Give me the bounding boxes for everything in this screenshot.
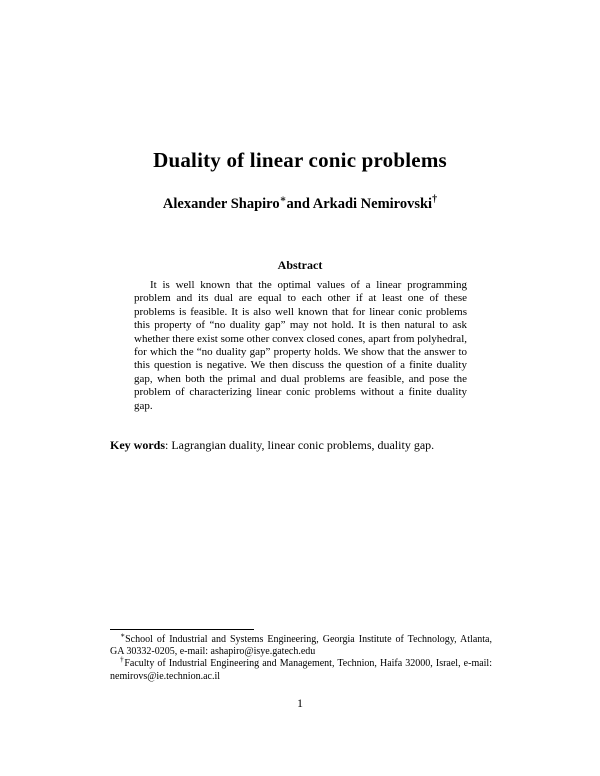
abstract-heading: Abstract xyxy=(277,258,323,272)
page-number: 1 xyxy=(297,696,303,710)
footnote-1 xyxy=(110,630,492,658)
abstract-text: It is well known that the optimal values of a linear programming problem and its dual are equal to each other if at least one of these problems is feasible. It is also well known that for linear conic problems this property of “no duality gap” may not hold. It is then natural to ask whether there exist some other convex closed cones, apart from polyhedral, for which the “no duality gap” property holds. We show that the answer to this question is negative. We then discuss the question of a finite duality gap, when both the primal and dual problems are feasible, and pose the problem of characterizing linear conic problems without a finite duality gap. xyxy=(134,279,467,412)
footnote-2-text: Faculty of Industrial Engineering and Management, Technion, Haifa 32000, Israel, e-mail: nemirovs@ie.technion.ac.il xyxy=(110,658,492,682)
keywords-text: : Lagrangian duality, linear conic problems, duality gap. xyxy=(165,438,435,452)
keywords-line xyxy=(110,438,492,453)
footnote-1-mark: ∗ xyxy=(120,630,126,640)
keywords-label: Key words xyxy=(110,438,165,452)
author-1-footnote-mark: ∗ xyxy=(279,194,287,206)
author-2-name: and Arkadi Nemirovski xyxy=(286,196,433,212)
paper-title: Duality of linear conic problems xyxy=(153,148,447,172)
footnote-2 xyxy=(110,655,492,682)
footnotes-block xyxy=(110,630,492,683)
authors-line xyxy=(0,196,600,213)
footnote-1-text: School of Industrial and Systems Engineering, Georgia Institute of Technology, Atlanta, GA 30332-0205, e-mail: ashapiro@isye.gatech.edu xyxy=(110,634,492,658)
footnote-rule xyxy=(110,629,254,630)
author-1-name: Alexander Shapiro xyxy=(162,196,280,212)
footnote-2-mark: † xyxy=(120,655,125,665)
author-2-footnote-mark: † xyxy=(432,194,438,206)
